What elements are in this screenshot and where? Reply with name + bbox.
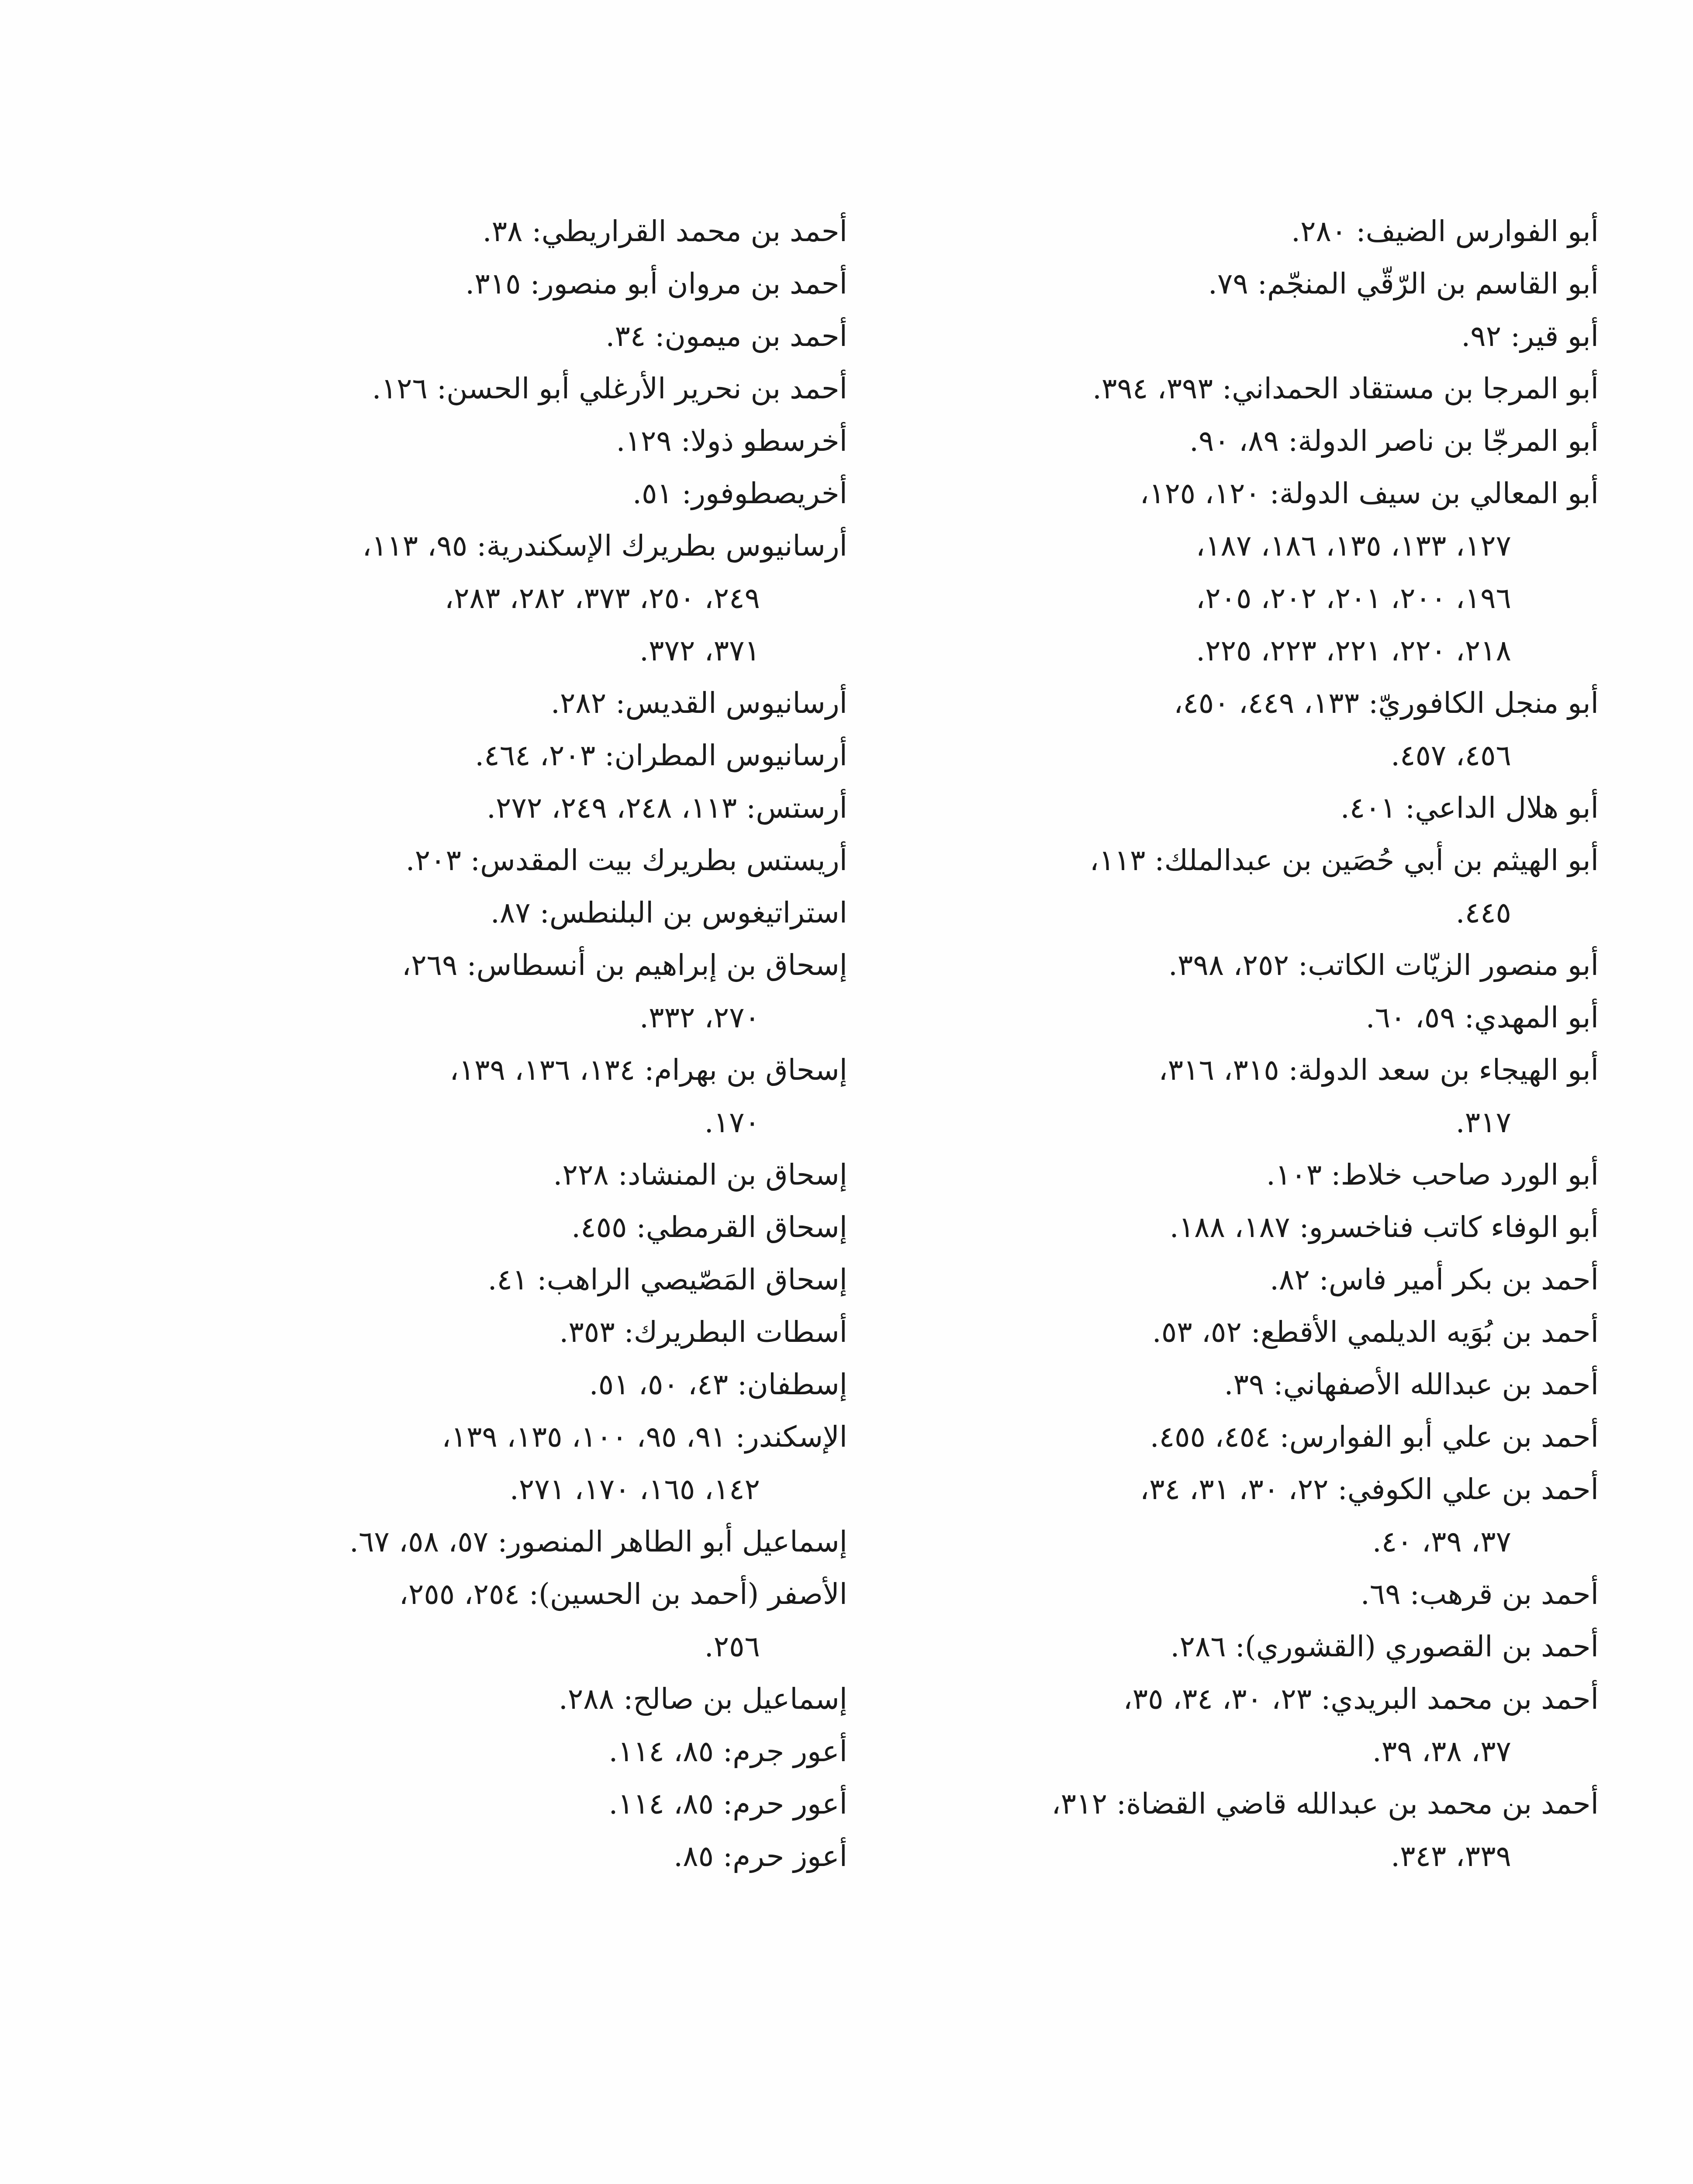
entry-line: أبو المرجا بن مستقاد الحمداني: ٣٩٣، ٣٩٤. — [1092, 372, 1599, 405]
entry-line: إسحاق المَصّيصي الراهب: ٤١. — [487, 1263, 847, 1296]
index-column-right — [895, 205, 1599, 1883]
entry-continuation-line: ٣١٧. — [1455, 1106, 1511, 1139]
entry-continuation-line: ٢٥٦. — [704, 1630, 760, 1663]
entry-line: أبو الورد صاحب خلاط: ١٠٣. — [1266, 1158, 1599, 1192]
entry-line: أحمد بن قرهب: ٦٩. — [1360, 1577, 1599, 1611]
entry-line: إسحاق بن إبراهيم بن أنسطاس: ٢٦٩، — [401, 948, 847, 982]
index-entry — [188, 1358, 847, 1411]
index-entry — [895, 1568, 1599, 1621]
entry-line: إسحاق القرمطي: ٤٥٥. — [571, 1210, 847, 1244]
entry-line: أبو منجل الكافوريّ: ١٣٣، ٤٤٩، ٤٥٠، — [1174, 686, 1599, 720]
index-entry — [895, 1254, 1599, 1306]
entry-line: أخريصطوفور: ٥١. — [632, 477, 847, 510]
entry-line: أخرسطو ذولا: ١٢٩. — [616, 424, 847, 458]
index-entry — [188, 887, 847, 939]
entry-continuation-line: ٣٣٩، ٣٤٣. — [1391, 1839, 1511, 1873]
index-entry — [895, 677, 1599, 782]
index-entry — [188, 1044, 847, 1149]
index-entry — [188, 1306, 847, 1358]
entry-continuation-line: ١٤٢، ١٦٥، ١٧٠، ٢٧١. — [509, 1472, 760, 1506]
index-entry — [895, 467, 1599, 677]
entry-line: إسحاق بن المنشاد: ٢٢٨. — [553, 1158, 847, 1192]
entry-continuation-line: ٤٥٦، ٤٥٧. — [1391, 739, 1511, 772]
entry-line: أريستس بطريرك بيت المقدس: ٢٠٣. — [405, 843, 847, 877]
index-entry — [188, 205, 847, 258]
entry-line: إسماعيل بن صالح: ٢٨٨. — [558, 1682, 847, 1716]
entry-line: أبو الهيجاء بن سعد الدولة: ٣١٥، ٣١٦، — [1158, 1053, 1599, 1087]
index-entry — [895, 1149, 1599, 1201]
index-entry — [895, 1044, 1599, 1149]
entry-line: أبو المهدي: ٥٩، ٦٠. — [1365, 1001, 1599, 1034]
index-entry — [895, 1778, 1599, 1883]
entry-line: أحمد بن القصوري (القشوري): ٢٨٦. — [1170, 1630, 1599, 1663]
entry-continuation-line: ١٢٧، ١٣٣، ١٣٥، ١٨٦، ١٨٧، — [1195, 529, 1511, 563]
index-entry — [895, 415, 1599, 467]
entry-line: أحمد بن بكر أمير فاس: ٨٢. — [1269, 1263, 1599, 1296]
index-entry — [895, 1201, 1599, 1254]
entry-line: أرسانيوس المطران: ٢٠٣، ٤٦٤. — [475, 739, 847, 772]
index-entry — [188, 1149, 847, 1201]
entry-line: أعور حرم: ٨٥، ١١٤. — [608, 1787, 847, 1821]
entry-line: الإسكندر: ٩١، ٩٥، ١٠٠، ١٣٥، ١٣٩، — [442, 1420, 847, 1454]
index-entry — [188, 677, 847, 729]
entry-line: أحمد بن عبدالله الأصفهاني: ٣٩. — [1224, 1368, 1599, 1401]
index-entry — [188, 729, 847, 782]
entry-line: أحمد بن محمد بن عبدالله قاضي القضاة: ٣١٢، — [1051, 1787, 1599, 1821]
entry-continuation-line: ٢٧٠، ٣٣٢. — [639, 1001, 760, 1034]
index-entry — [895, 1306, 1599, 1358]
index-entry — [188, 310, 847, 363]
entry-line: أعوز حرم: ٨٥. — [674, 1839, 847, 1873]
entry-line: إسماعيل أبو الطاهر المنصور: ٥٧، ٥٨، ٦٧. — [349, 1525, 847, 1559]
index-entry — [895, 310, 1599, 363]
index-entry — [188, 1568, 847, 1673]
index-entry — [895, 363, 1599, 415]
index-entry — [188, 520, 847, 677]
index-entry — [895, 1673, 1599, 1778]
entry-line: أحمد بن علي أبو الفوارس: ٤٥٤، ٤٥٥. — [1150, 1420, 1599, 1454]
entry-line: استراتيغوس بن البلنطس: ٨٧. — [490, 896, 847, 930]
index-entry — [188, 1778, 847, 1830]
index-column-left — [188, 205, 847, 1883]
entry-line: أحمد بن نحرير الأرغلي أبو الحسن: ١٢٦. — [372, 372, 847, 405]
index-entry — [895, 1358, 1599, 1411]
entry-line: أرستس: ١١٣، ٢٤٨، ٢٤٩، ٢٧٢. — [486, 791, 847, 825]
entry-continuation-line: ٢٤٩، ٢٥٠، ٣٧٣، ٢٨٢، ٢٨٣، — [444, 581, 760, 615]
entry-line: أبو هلال الداعي: ٤٠١. — [1340, 791, 1599, 825]
entry-line: أبو الوفاء كاتب فناخسرو: ١٨٧، ١٨٨. — [1169, 1210, 1599, 1244]
index-entry — [188, 1411, 847, 1516]
index-entry — [895, 1621, 1599, 1673]
entry-line: أبو قير: ٩٢. — [1461, 319, 1599, 353]
entry-continuation-line: ١٧٠. — [704, 1106, 760, 1139]
entry-line: أحمد بن محمد القراريطي: ٣٨. — [482, 214, 847, 248]
entry-line: أعور جرم: ٨٥، ١١٤. — [608, 1735, 847, 1768]
index-entry — [895, 939, 1599, 992]
index-entry — [895, 205, 1599, 258]
index-entry — [895, 992, 1599, 1044]
index-entry — [188, 1725, 847, 1778]
entry-continuation-line: ٢١٨، ٢٢٠، ٢٢١، ٢٢٣، ٢٢٥. — [1196, 634, 1511, 667]
entry-line: أرسانيوس القديس: ٢٨٢. — [550, 686, 847, 720]
index-entry — [895, 1463, 1599, 1568]
entry-line: أسطات البطريرك: ٣٥٣. — [559, 1315, 847, 1349]
entry-line: أحمد بن مروان أبو منصور: ٣١٥. — [465, 267, 847, 301]
entry-continuation-line: ٣٧، ٣٩، ٤٠. — [1372, 1525, 1511, 1559]
entry-continuation-line: ١٩٦، ٢٠٠، ٢٠١، ٢٠٢، ٢٠٥، — [1195, 581, 1511, 615]
entry-line: أبو القاسم بن الرّقّي المنجّم: ٧٩. — [1208, 267, 1599, 301]
index-entry — [188, 1516, 847, 1568]
index-entry — [895, 1411, 1599, 1463]
entry-line: أحمد بن ميمون: ٣٤. — [605, 319, 847, 353]
entry-line: أبو منصور الزيّات الكاتب: ٢٥٢، ٣٩٨. — [1168, 948, 1599, 982]
index-entry — [188, 1254, 847, 1306]
entry-line: أبو الفوارس الضيف: ٢٨٠. — [1291, 214, 1599, 248]
entry-line: أحمد بن علي الكوفي: ٢٢، ٣٠، ٣١، ٣٤، — [1140, 1472, 1599, 1506]
entry-line: أبو المعالي بن سيف الدولة: ١٢٠، ١٢٥، — [1140, 477, 1599, 510]
entry-continuation-line: ٣٧١، ٣٧٢. — [639, 634, 760, 667]
index-entry — [188, 939, 847, 1044]
index-entry — [188, 1673, 847, 1725]
index-entry — [188, 415, 847, 467]
entry-line: أرسانيوس بطريرك الإسكندرية: ٩٥، ١١٣، — [362, 529, 847, 563]
entry-line: أبو المرجّا بن ناصر الدولة: ٨٩، ٩٠. — [1189, 424, 1599, 458]
entry-line: أحمد بن محمد البريدي: ٢٣، ٣٠، ٣٤، ٣٥، — [1123, 1682, 1599, 1716]
index-entry — [188, 782, 847, 834]
entry-continuation-line: ٣٧، ٣٨، ٣٩. — [1372, 1735, 1511, 1768]
entry-line: إسطفان: ٤٣، ٥٠، ٥١. — [589, 1368, 847, 1401]
index-entry — [188, 258, 847, 310]
entry-continuation-line: ٤٤٥. — [1455, 896, 1511, 930]
index-entry — [188, 834, 847, 887]
index-entry — [188, 467, 847, 520]
index-entry — [895, 834, 1599, 939]
index-entry — [895, 258, 1599, 310]
index-entry — [188, 1201, 847, 1254]
index-entry — [188, 363, 847, 415]
entry-line: أحمد بن بُوَيه الديلمي الأقطع: ٥٢، ٥٣. — [1152, 1315, 1599, 1349]
index-entry — [188, 1830, 847, 1883]
entry-line: الأصفر (أحمد بن الحسين): ٢٥٤، ٢٥٥، — [399, 1577, 847, 1611]
entry-line: إسحاق بن بهرام: ١٣٤، ١٣٦، ١٣٩، — [449, 1053, 847, 1087]
index-entry — [895, 782, 1599, 834]
entry-line: أبو الهيثم بن أبي حُصَين بن عبدالملك: ١١٣، — [1089, 843, 1599, 877]
